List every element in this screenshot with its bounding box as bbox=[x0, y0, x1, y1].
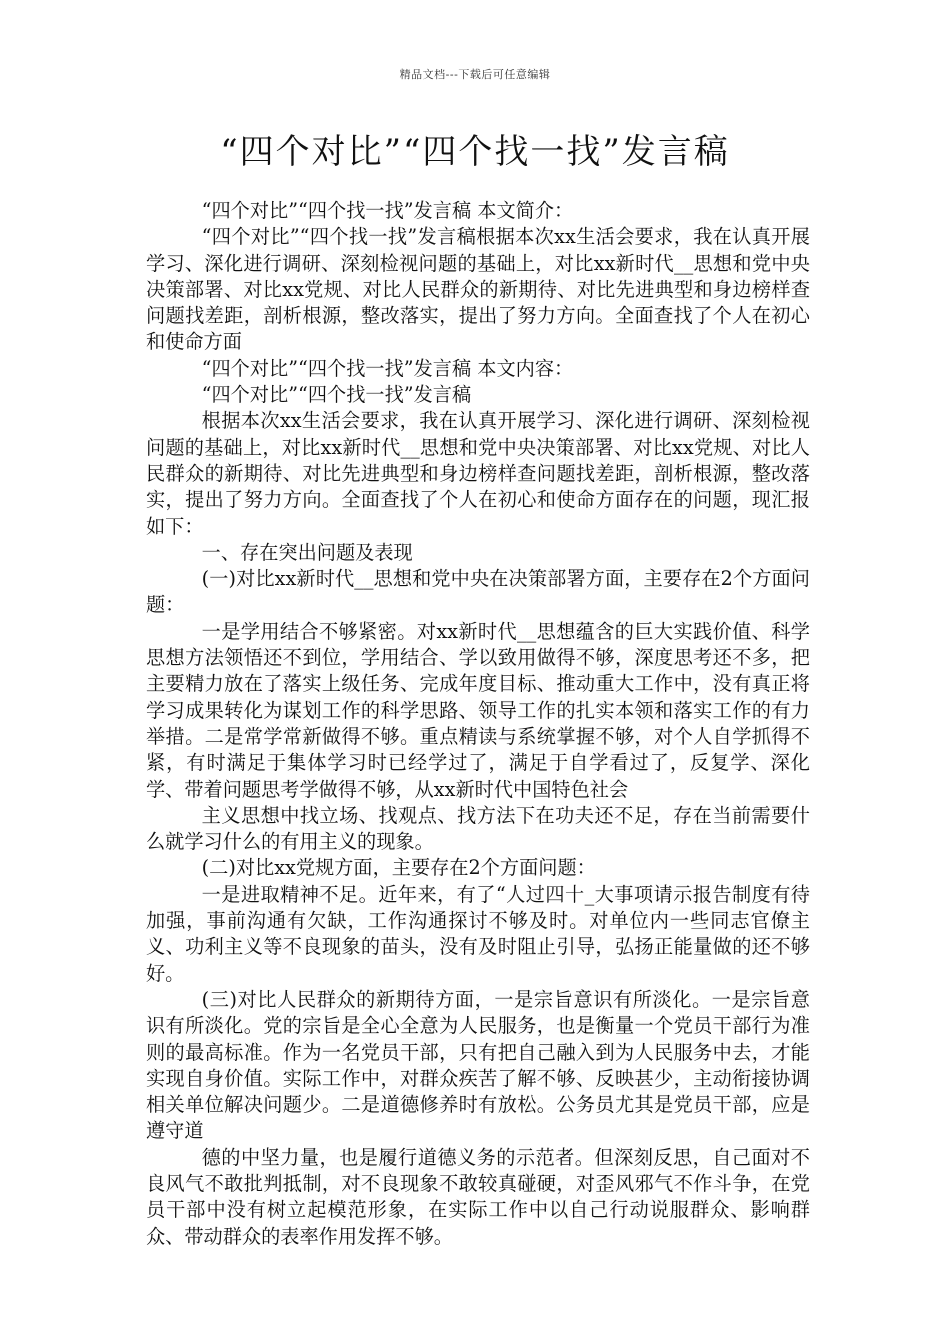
paragraph: 主义思想中找立场、找观点、找方法下在功夫还不足，存在当前需要什么就学习什么的有用主义的现象。 bbox=[146, 803, 810, 854]
paragraph: 一是学用结合不够紧密。对xx新时代__思想蕴含的巨大实践价值、科学思想方法领悟还不到位，学用结合、学以致用做得不够，深度思考还不多，把主要精力放在了落实上级任务、完成年度目标、推动重大工作中，没有真正将学习成果转化为谋划工作的科学思路、领导工作的扎实本领和落实工作的有力举措。二是常学常新做得不够。重点精读与系统掌握不够，对个人自学抓得不紧，有时满足于集体学习时已经学过了，满足于自学看过了，反复学、深化学、带着问题思考学做得不够，从xx新时代中国特色社会 bbox=[146, 619, 810, 801]
document-body bbox=[146, 198, 810, 1250]
subsection-heading: (一)对比xx新时代__思想和党中央在决策部署方面，主要存在2个方面问题： bbox=[146, 567, 810, 617]
document-title: “四个对比”“四个找一找”发言稿 bbox=[220, 132, 730, 172]
paragraph: (三)对比人民群众的新期待方面，一是宗旨意识有所淡化。一是宗旨意识有所淡化。党的宗旨是全心全意为人民服务，也是衡量一个党员干部行为准则的最高标准。作为一名党员干部，只有把自己融入到为人民服务中去，才能实现自身价值。实际工作中，对群众疾苦了解不够、反映甚少，主动衔接协调相关单位解决问题少。二是道德修养时有放松。公务员尤其是党员干部，应是遵守道 bbox=[146, 987, 810, 1143]
paragraph: “四个对比”“四个找一找”发言稿根据本次xx生活会要求，我在认真开展学习、深化进行调研、深刻检视问题的基础上，对比xx新时代__思想和党中央决策部署、对比xx党规、对比人民群众的新期待、对比先进典型和身边榜样查问题找差距，剖析根源，整改落实，提出了努力方向。全面查找了个人在初心和使命方面 bbox=[146, 225, 810, 354]
paragraph: 一是进取精神不足。近年来，有了“人过四十_大事项请示报告制度有待加强，事前沟通有欠缺，工作沟通探讨不够及时。对单位内一些同志官僚主义、功利主义等不良现象的苗头，没有及时阻止引导，弘扬正能量做的还不够好。 bbox=[146, 882, 810, 985]
subsection-heading: (二)对比xx党规方面，主要存在2个方面问题： bbox=[201, 856, 596, 880]
paragraph: “四个对比”“四个找一找”发言稿 bbox=[201, 383, 472, 407]
header-note: 精品文档---下载后可任意编辑 bbox=[399, 68, 551, 81]
section-heading: 一、存在突出问题及表现 bbox=[201, 540, 413, 564]
paragraph: “四个对比”“四个找一找”发言稿 本文简介： bbox=[201, 199, 574, 222]
paragraph: “四个对比”“四个找一找”发言稿 本文内容： bbox=[201, 356, 574, 380]
paragraph: 根据本次xx生活会要求，我在认真开展学习、深化进行调研、深刻检视问题的基础上，对比xx新时代__思想和党中央决策部署、对比xx党规、对比人民群众的新期待、对比先进典型和身边榜样查问题找差距，剖析根源，整改落实，提出了努力方向。全面查找了个人在初心和使命方面存在的问题，现汇报如下： bbox=[146, 409, 810, 538]
paragraph: 德的中坚力量，也是履行道德义务的示范者。但深刻反思，自己面对不良风气不敢批判抵制，对不良现象不敢较真碰硬，对歪风邪气不作斗争，在党员干部中没有树立起模范形象，在实际工作中以自己行动说服群众、影响群众、带动群众的表率作用发挥不够。 bbox=[146, 1145, 810, 1248]
